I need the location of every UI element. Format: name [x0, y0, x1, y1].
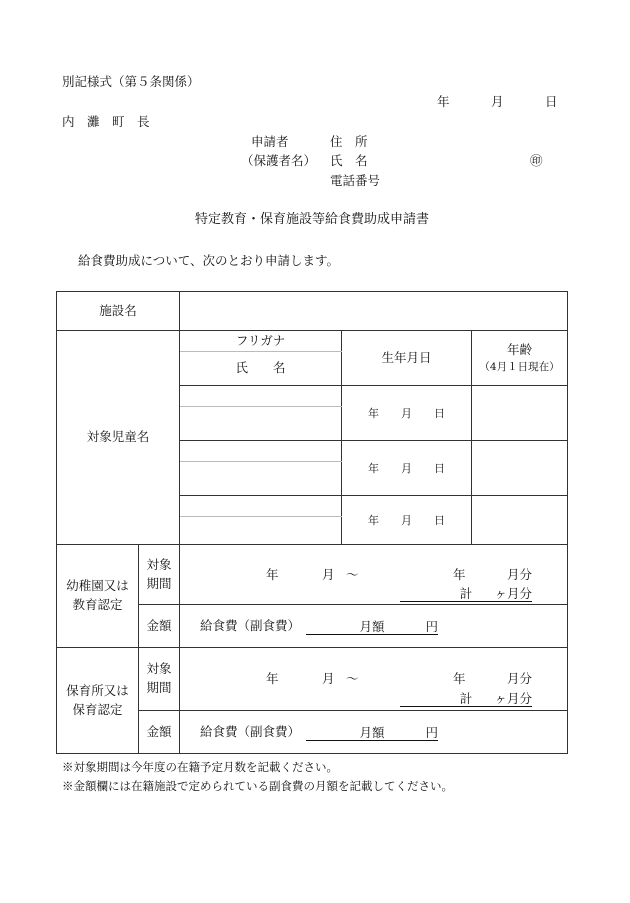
- period-label-line1: 対象: [146, 556, 172, 572]
- tilde-mark: ～: [346, 567, 359, 582]
- total-months-field[interactable]: [400, 586, 532, 602]
- meal-fee-label: 給食費（副食費）: [200, 618, 301, 633]
- child-label: 対象児童名: [57, 331, 180, 545]
- age-note: （4月１日現在）: [479, 360, 560, 373]
- total-unit: ヶ月分: [494, 586, 533, 601]
- child2-birthdate[interactable]: [342, 441, 472, 496]
- year-label: 年: [368, 513, 380, 527]
- total-months-field[interactable]: [400, 691, 532, 707]
- yen-unit: 円: [425, 619, 439, 634]
- day-label: 日: [434, 406, 446, 420]
- period-label-line2: 期間: [146, 680, 172, 695]
- to-month-label: 月分: [507, 567, 533, 582]
- from-month-label: 月: [322, 671, 335, 686]
- monthly-amount-field[interactable]: [306, 619, 438, 635]
- day-label: 日: [434, 513, 446, 527]
- monthly-amount-field[interactable]: [306, 725, 438, 741]
- nursery-period-input[interactable]: [180, 648, 568, 711]
- monthly-label: 月額: [359, 725, 385, 740]
- guardian-label: （保護者名）: [241, 153, 317, 168]
- application-table: [56, 291, 568, 754]
- period-label-line1: 対象: [146, 661, 172, 677]
- nursery-amount-input[interactable]: [180, 711, 568, 754]
- child3-age-input[interactable]: [472, 496, 568, 545]
- section-label-line1: 幼稚園又は: [66, 578, 129, 594]
- total-label: 計: [459, 586, 473, 601]
- applicant-label: 申請者: [251, 134, 289, 149]
- name-label: 氏 名: [330, 153, 368, 168]
- section-label-line1: 保育所又は: [66, 682, 129, 698]
- month-label: 月: [401, 406, 413, 420]
- date-month-label: 月: [491, 94, 504, 109]
- period-label-line2: 期間: [146, 575, 172, 591]
- child1-age-input[interactable]: [472, 386, 568, 441]
- amount-label: 金額: [139, 605, 180, 648]
- addressee: 内 灘 町 長: [62, 114, 150, 129]
- child2-age-input[interactable]: [472, 441, 568, 496]
- section-label-line2: 保育認定: [72, 701, 123, 717]
- year-label: 年: [368, 406, 380, 420]
- child1-birthdate[interactable]: [342, 386, 472, 441]
- child3-birthdate[interactable]: [342, 496, 472, 545]
- child2-furigana-input[interactable]: [180, 441, 342, 462]
- address-label: 住 所: [330, 134, 368, 149]
- month-label: 月: [401, 513, 413, 527]
- amount-label: 金額: [139, 711, 180, 754]
- name-header: 氏 名: [180, 352, 342, 386]
- section-label-line2: 教育認定: [72, 597, 123, 612]
- from-month-label: 月: [322, 567, 335, 582]
- to-year-label: 年: [453, 567, 466, 582]
- child3-furigana-input[interactable]: [180, 496, 342, 517]
- total-unit: ヶ月分: [494, 691, 533, 706]
- birth-header: 生年月日: [342, 331, 472, 386]
- period-label: [139, 648, 180, 711]
- tilde-mark: ～: [346, 671, 359, 686]
- phone-label: 電話番号: [330, 173, 381, 188]
- seal-mark: ㊞: [530, 153, 543, 168]
- kindergarten-period-input[interactable]: [180, 545, 568, 605]
- age-header: [472, 331, 568, 386]
- note-amount: ※金額欄には在籍施設で定められている副食費の月額を記載してください。: [62, 779, 453, 793]
- child2-name-input[interactable]: [180, 462, 342, 496]
- form-reference: 別記様式（第５条関係）: [62, 74, 200, 89]
- date-day-label: 日: [545, 94, 558, 109]
- month-label: 月: [401, 461, 413, 475]
- yen-unit: 円: [425, 725, 439, 740]
- document-title: 特定教育・保育施設等給食費助成申請書: [195, 212, 430, 227]
- meal-fee-label: 給食費（副食費）: [200, 724, 301, 739]
- kindergarten-section-label: [57, 545, 139, 648]
- age-label: 年齢: [507, 341, 533, 357]
- furigana-header: フリガナ: [180, 331, 342, 352]
- date-year-label: 年: [437, 94, 450, 109]
- note-period: ※対象期間は今年度の在籍予定月数を記載ください。: [62, 760, 338, 774]
- total-label: 計: [459, 691, 473, 706]
- monthly-label: 月額: [359, 619, 385, 634]
- to-year-label: 年: [453, 671, 466, 686]
- nursery-section-label: [57, 648, 139, 754]
- child3-name-input[interactable]: [180, 517, 342, 545]
- year-label: 年: [368, 461, 380, 475]
- kindergarten-amount-input[interactable]: [180, 605, 568, 648]
- to-month-label: 月分: [507, 671, 533, 686]
- child1-furigana-input[interactable]: [180, 386, 342, 407]
- facility-label: 施設名: [57, 292, 180, 331]
- child1-name-input[interactable]: [180, 407, 342, 441]
- facility-input[interactable]: [180, 292, 568, 331]
- day-label: 日: [434, 461, 446, 475]
- from-year-label: 年: [266, 567, 279, 582]
- intro-text: 給食費助成について、次のとおり申請します。: [78, 253, 340, 268]
- from-year-label: 年: [266, 671, 279, 686]
- period-label: [139, 545, 180, 605]
